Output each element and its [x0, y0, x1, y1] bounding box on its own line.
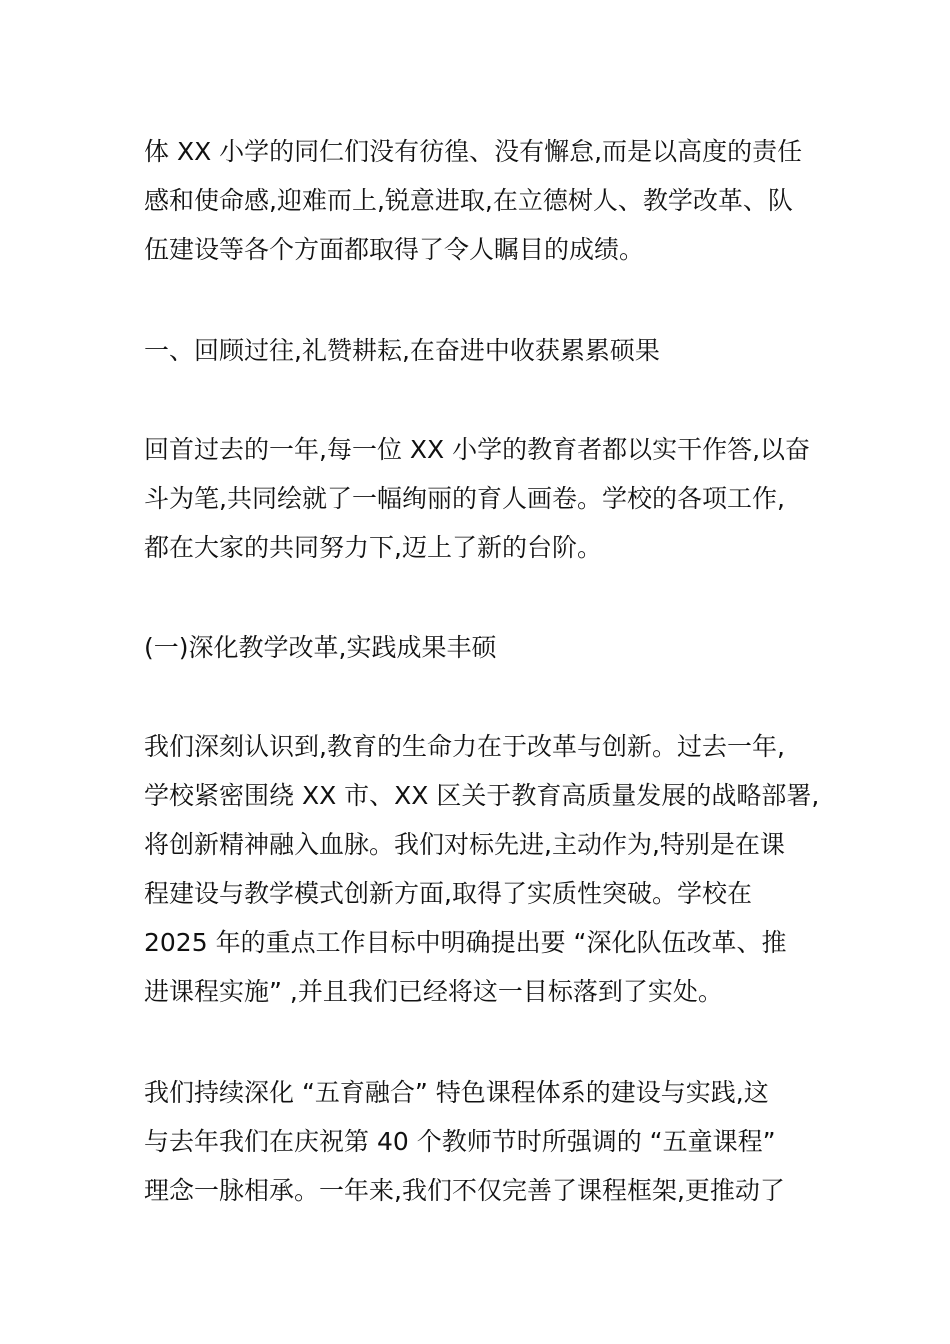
paragraph-line: 2025 年的重点工作目标中明确提出要 “深化队伍改革、推 [144, 928, 787, 957]
paragraph-3 [144, 722, 820, 1016]
paragraph-line: 进课程实施” ,并且我们已经将这一目标落到了实处。 [144, 977, 723, 1006]
paragraph-line: 程建设与教学模式创新方面,取得了实质性突破。学校在 [144, 879, 752, 908]
paragraph-line: 与去年我们在庆祝第 40 个教师节时所强调的 “五童课程” [144, 1127, 776, 1156]
paragraph-line: 理念一脉相承。一年来,我们不仅完善了课程框架,更推动了 [144, 1176, 785, 1205]
paragraph-line: 将创新精神融入血脉。我们对标先进,主动作为,特别是在课 [144, 830, 785, 859]
paragraph-line: 都在大家的共同努力下,迈上了新的台阶。 [144, 533, 602, 562]
subsection-heading-1: (一)深化教学改革,实践成果丰硕 [144, 633, 497, 662]
paragraph-line: 回首过去的一年,每一位 XX 小学的教育者都以实干作答,以奋 [144, 435, 811, 464]
paragraph-line: 伍建设等各个方面都取得了令人瞩目的成绩。 [144, 235, 645, 264]
paragraph-line: 斗为笔,共同绘就了一幅绚丽的育人画卷。学校的各项工作, [144, 484, 785, 513]
paragraph-line: 我们持续深化 “五育融合” 特色课程体系的建设与实践,这 [144, 1078, 769, 1107]
paragraph-line: 体 XX 小学的同仁们没有彷徨、没有懈怠,而是以高度的责任 [144, 137, 803, 166]
paragraph-1 [144, 127, 812, 274]
paragraph-4 [144, 1068, 812, 1215]
paragraph-line: 我们深刻认识到,教育的生命力在于改革与创新。过去一年, [144, 732, 785, 761]
paragraph-line: 学校紧密围绕 XX 市、XX 区关于教育高质量发展的战略部署, [144, 781, 820, 810]
paragraph-2 [144, 425, 812, 572]
section-heading-1: 一、回顾过往,礼赞耕耘,在奋进中收获累累硕果 [144, 336, 660, 365]
paragraph-line: 感和使命感,迎难而上,锐意进取,在立德树人、教学改革、队 [144, 186, 793, 215]
